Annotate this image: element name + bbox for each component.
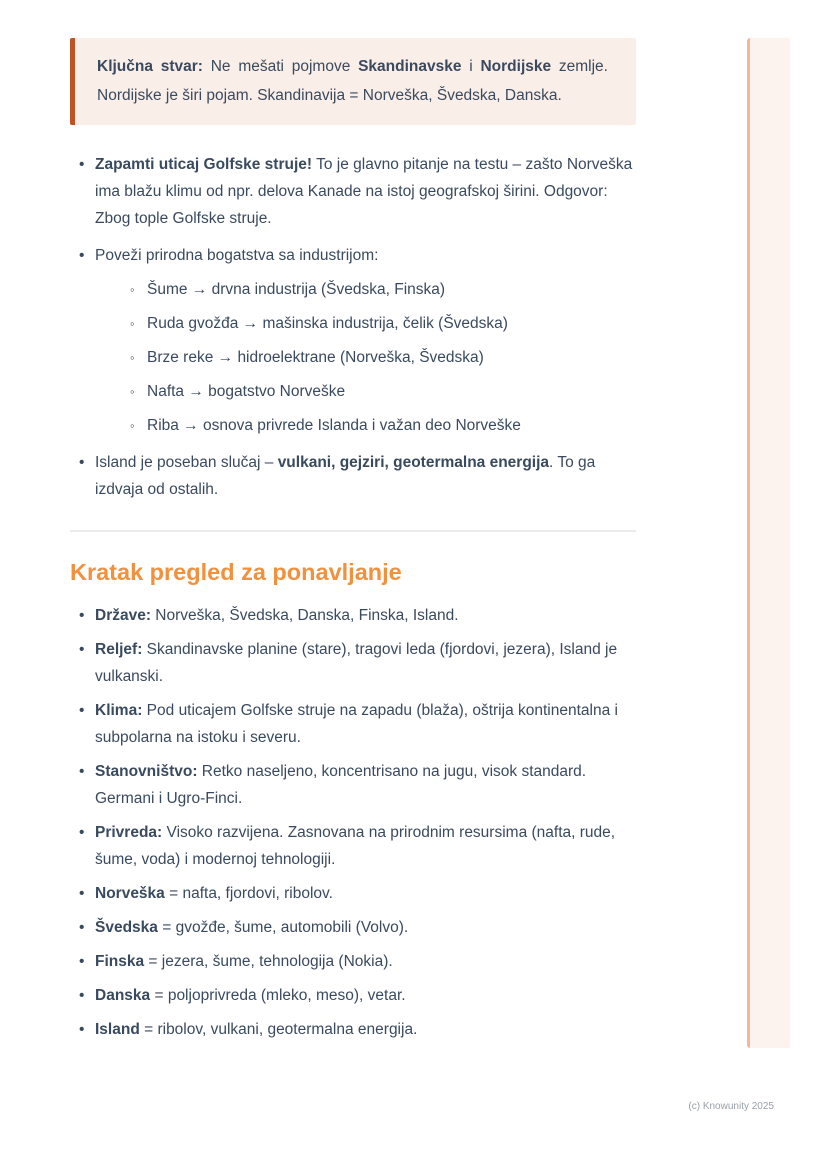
list-item-text xyxy=(95,151,636,232)
text-run: Retko naseljeno, koncentrisano na jugu, visok standard. Germani i Ugro-Finci. xyxy=(95,763,587,807)
side-accent-strip xyxy=(747,38,790,1048)
bold-text-run: Norveška xyxy=(95,885,165,902)
list-item xyxy=(70,602,636,629)
list-item xyxy=(70,697,636,751)
sub-list xyxy=(122,276,636,439)
bold-text-run: vulkani, gejziri, geotermalna energija xyxy=(277,454,550,471)
review-list xyxy=(70,602,636,1043)
list-item xyxy=(70,1016,636,1043)
list-item xyxy=(70,914,636,941)
text-run: . To ga izdvaja od ostalih. xyxy=(95,454,596,498)
list-item-text xyxy=(95,602,636,629)
sub-list-item: ◦ Šume → drvna industrija (Švedska, Finska) xyxy=(122,276,636,303)
list-item-text xyxy=(95,242,636,269)
bold-text-run: Finska xyxy=(95,953,145,970)
text-run: = jezera, šume, tehnologija (Nokia). xyxy=(144,953,393,970)
bold-text-run: Reljef: xyxy=(95,641,143,658)
text-run: = poljoprivreda (mleko, meso), vetar. xyxy=(150,987,406,1004)
list-item xyxy=(70,242,636,439)
text-run: To je glavno pitanje na testu – zašto Norveška ima blažu klimu od npr. delova Kanade na istoj geografskoj širini. Odgovor: Zbog tople Golfske struje. xyxy=(95,156,633,227)
bold-text-run: Ključna stvar: xyxy=(97,58,203,75)
sub-list-item: ◦ Ruda gvožđa → mašinska industrija, čelik (Švedska) xyxy=(122,310,636,337)
text-run: Norveška, Švedska, Danska, Finska, Island. xyxy=(151,607,459,624)
list-item-text xyxy=(95,636,636,690)
text-run: Poveži prirodna bogatstva sa industrijom: xyxy=(95,247,379,264)
list-item-text xyxy=(95,449,636,503)
list-item-text xyxy=(95,697,636,751)
list-item xyxy=(70,948,636,975)
section-divider xyxy=(70,530,636,532)
list-item-text xyxy=(95,914,636,941)
bold-text-run: Nordijske xyxy=(480,58,552,75)
list-item-text xyxy=(95,948,636,975)
list-item xyxy=(70,636,636,690)
text-run: Ne mešati pojmove xyxy=(202,58,359,75)
section-title: Kratak pregled za ponavljanje xyxy=(70,559,402,585)
text-run: = nafta, fjordovi, ribolov. xyxy=(164,885,333,902)
sub-list-item: ◦ Brze reke → hidroelektrane (Norveška, Švedska) xyxy=(122,344,636,371)
bold-text-run: Danska xyxy=(95,987,151,1004)
text-run: = gvožđe, šume, automobili (Volvo). xyxy=(157,919,409,936)
sub-list-item: ◦ Riba → osnova privrede Islanda i važan deo Norveške xyxy=(122,412,636,439)
list-item-text xyxy=(95,982,636,1009)
list-item-text xyxy=(95,758,636,812)
sub-list-item: ◦ Nafta → bogatstvo Norveške xyxy=(122,378,636,405)
text-run: Island je poseban slučaj – xyxy=(95,454,278,471)
callout-text xyxy=(97,52,608,110)
bold-text-run: Države: xyxy=(95,607,151,624)
text-run: Visoko razvijena. Zasnovana na prirodnim resursima (nafta, rude, šume, voda) i modernoj tehnologiji. xyxy=(95,824,616,868)
page-content xyxy=(70,38,636,1050)
copyright-footer: (c) Knowunity 2025 xyxy=(688,1101,774,1112)
text-run: i xyxy=(461,58,481,75)
key-point-callout xyxy=(70,38,636,125)
list-item xyxy=(70,151,636,232)
bold-text-run: Privreda: xyxy=(95,824,163,841)
list-item xyxy=(70,819,636,873)
list-item xyxy=(70,880,636,907)
text-run: = ribolov, vulkani, geotermalna energija. xyxy=(139,1021,418,1038)
list-item xyxy=(70,449,636,503)
bold-text-run: Švedska xyxy=(95,919,158,936)
list-item xyxy=(70,982,636,1009)
bold-text-run: Island xyxy=(95,1021,140,1038)
bold-text-run: Skandinavske xyxy=(358,58,462,75)
list-item-text xyxy=(95,880,636,907)
bold-text-run: Stanovništvo: xyxy=(95,763,198,780)
text-run: Pod uticajem Golfske struje na zapadu (blaža), oštrija kontinentalna i subpolarna na istoku i severu. xyxy=(95,702,618,746)
list-item-text xyxy=(95,1016,636,1043)
text-run: Skandinavske planine (stare), tragovi leda (fjordovi, jezera), Island je vulkanski. xyxy=(95,641,618,685)
list-item xyxy=(70,758,636,812)
bold-text-run: Zapamti uticaj Golfske struje! xyxy=(95,156,313,173)
bold-text-run: Klima: xyxy=(95,702,143,719)
study-tips-list xyxy=(70,151,636,503)
text-run: zemlje. Nordijske je širi pojam. Skandinavija = Norveška, Švedska, Danska. xyxy=(97,58,608,104)
list-item-text xyxy=(95,819,636,873)
